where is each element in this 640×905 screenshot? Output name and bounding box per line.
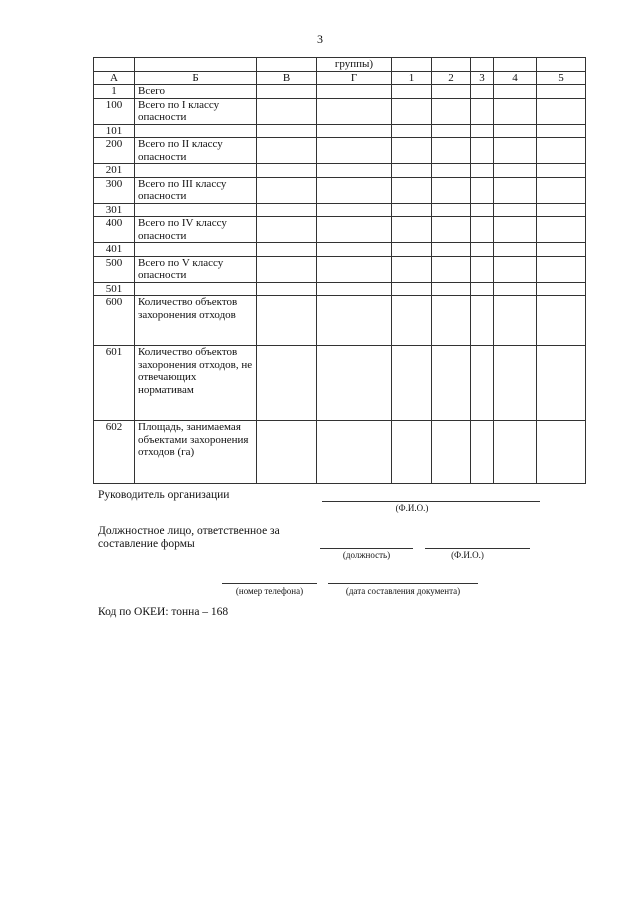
header-blank-cell: [432, 58, 471, 72]
table-row: [94, 98, 586, 124]
okei-code: Код по ОКЕИ: тонна – 168: [98, 606, 229, 618]
table-row: [94, 124, 586, 138]
row-name-cell: Всего: [135, 85, 257, 99]
row-code-cell: 100: [94, 98, 135, 124]
page-number: 3: [317, 32, 323, 46]
row-code-cell: 1: [94, 85, 135, 99]
column-header: Г: [317, 71, 392, 85]
column-header: 2: [432, 71, 471, 85]
column-header: В: [257, 71, 317, 85]
row-code-cell: 200: [94, 138, 135, 164]
header-blank-cell: [257, 58, 317, 72]
table-row: [94, 203, 586, 217]
row-code-cell: 501: [94, 282, 135, 296]
table-row: [94, 85, 586, 99]
table-row: [94, 217, 586, 243]
header-blank-cell: [94, 58, 135, 72]
row-name-cell: Площадь, занимаемая объектами захоронения отходов (га): [135, 421, 257, 484]
header-blank-cell: [471, 58, 494, 72]
column-header: 1: [392, 71, 432, 85]
row-name-cell: Всего по V классу опасности: [135, 256, 257, 282]
header-blank-cell: [135, 58, 257, 72]
header-group-cell: группы): [317, 58, 392, 72]
phone-caption: (номер телефона): [235, 586, 304, 596]
table-row: [94, 177, 586, 203]
table-row: [94, 256, 586, 282]
row-name-cell: Всего по IV классу опасности: [135, 217, 257, 243]
column-header: 3: [471, 71, 494, 85]
row-name-cell: Всего по II классу опасности: [135, 138, 257, 164]
header-blank-cell: [537, 58, 586, 72]
column-letters-row: [94, 71, 586, 85]
row-code-cell: 500: [94, 256, 135, 282]
row-name-cell: Всего по I классу опасности: [135, 98, 257, 124]
official-fio-line: [425, 548, 530, 549]
column-header: 4: [494, 71, 537, 85]
table-row: [94, 164, 586, 178]
row-code-cell: 601: [94, 346, 135, 421]
official-fio-caption: (Ф.И.О.): [451, 550, 484, 560]
phone-line: [222, 583, 317, 584]
row-name-cell: Всего по III классу опасности: [135, 177, 257, 203]
row-code-cell: 301: [94, 203, 135, 217]
row-code-cell: 401: [94, 243, 135, 257]
table-header-continued-row: [94, 58, 586, 72]
column-header: 5: [537, 71, 586, 85]
table-row: [94, 346, 586, 421]
row-code-cell: 101: [94, 124, 135, 138]
row-name-cell: Количество объектов захоронения отходов, не отвечающих нормативам: [135, 346, 257, 421]
row-name-cell: Количество объектов захоронения отходов: [135, 296, 257, 346]
position-line: [320, 548, 413, 549]
row-name-cell: [135, 124, 257, 138]
header-blank-cell: [392, 58, 432, 72]
head-signature-line: [322, 501, 540, 502]
row-name-cell: [135, 282, 257, 296]
table-row: [94, 243, 586, 257]
row-code-cell: 602: [94, 421, 135, 484]
table-row: [94, 296, 586, 346]
waste-report-table: [93, 57, 586, 484]
row-code-cell: 201: [94, 164, 135, 178]
column-header: Б: [135, 71, 257, 85]
date-line: [328, 583, 478, 584]
head-of-organization-label: Руководитель организации: [98, 489, 230, 501]
official-label: Должностное лицо, ответственное за составление формы: [98, 525, 280, 550]
position-caption: (должность): [342, 550, 391, 560]
row-code-cell: 600: [94, 296, 135, 346]
row-code-cell: 400: [94, 217, 135, 243]
table-row: [94, 421, 586, 484]
row-name-cell: [135, 243, 257, 257]
head-fio-caption: (Ф.И.О.): [395, 503, 429, 513]
column-header: А: [94, 71, 135, 85]
header-blank-cell: [494, 58, 537, 72]
row-name-cell: [135, 203, 257, 217]
table-row: [94, 138, 586, 164]
row-code-cell: 300: [94, 177, 135, 203]
row-name-cell: [135, 164, 257, 178]
date-caption: (дата составления документа): [345, 586, 461, 596]
table-row: [94, 282, 586, 296]
